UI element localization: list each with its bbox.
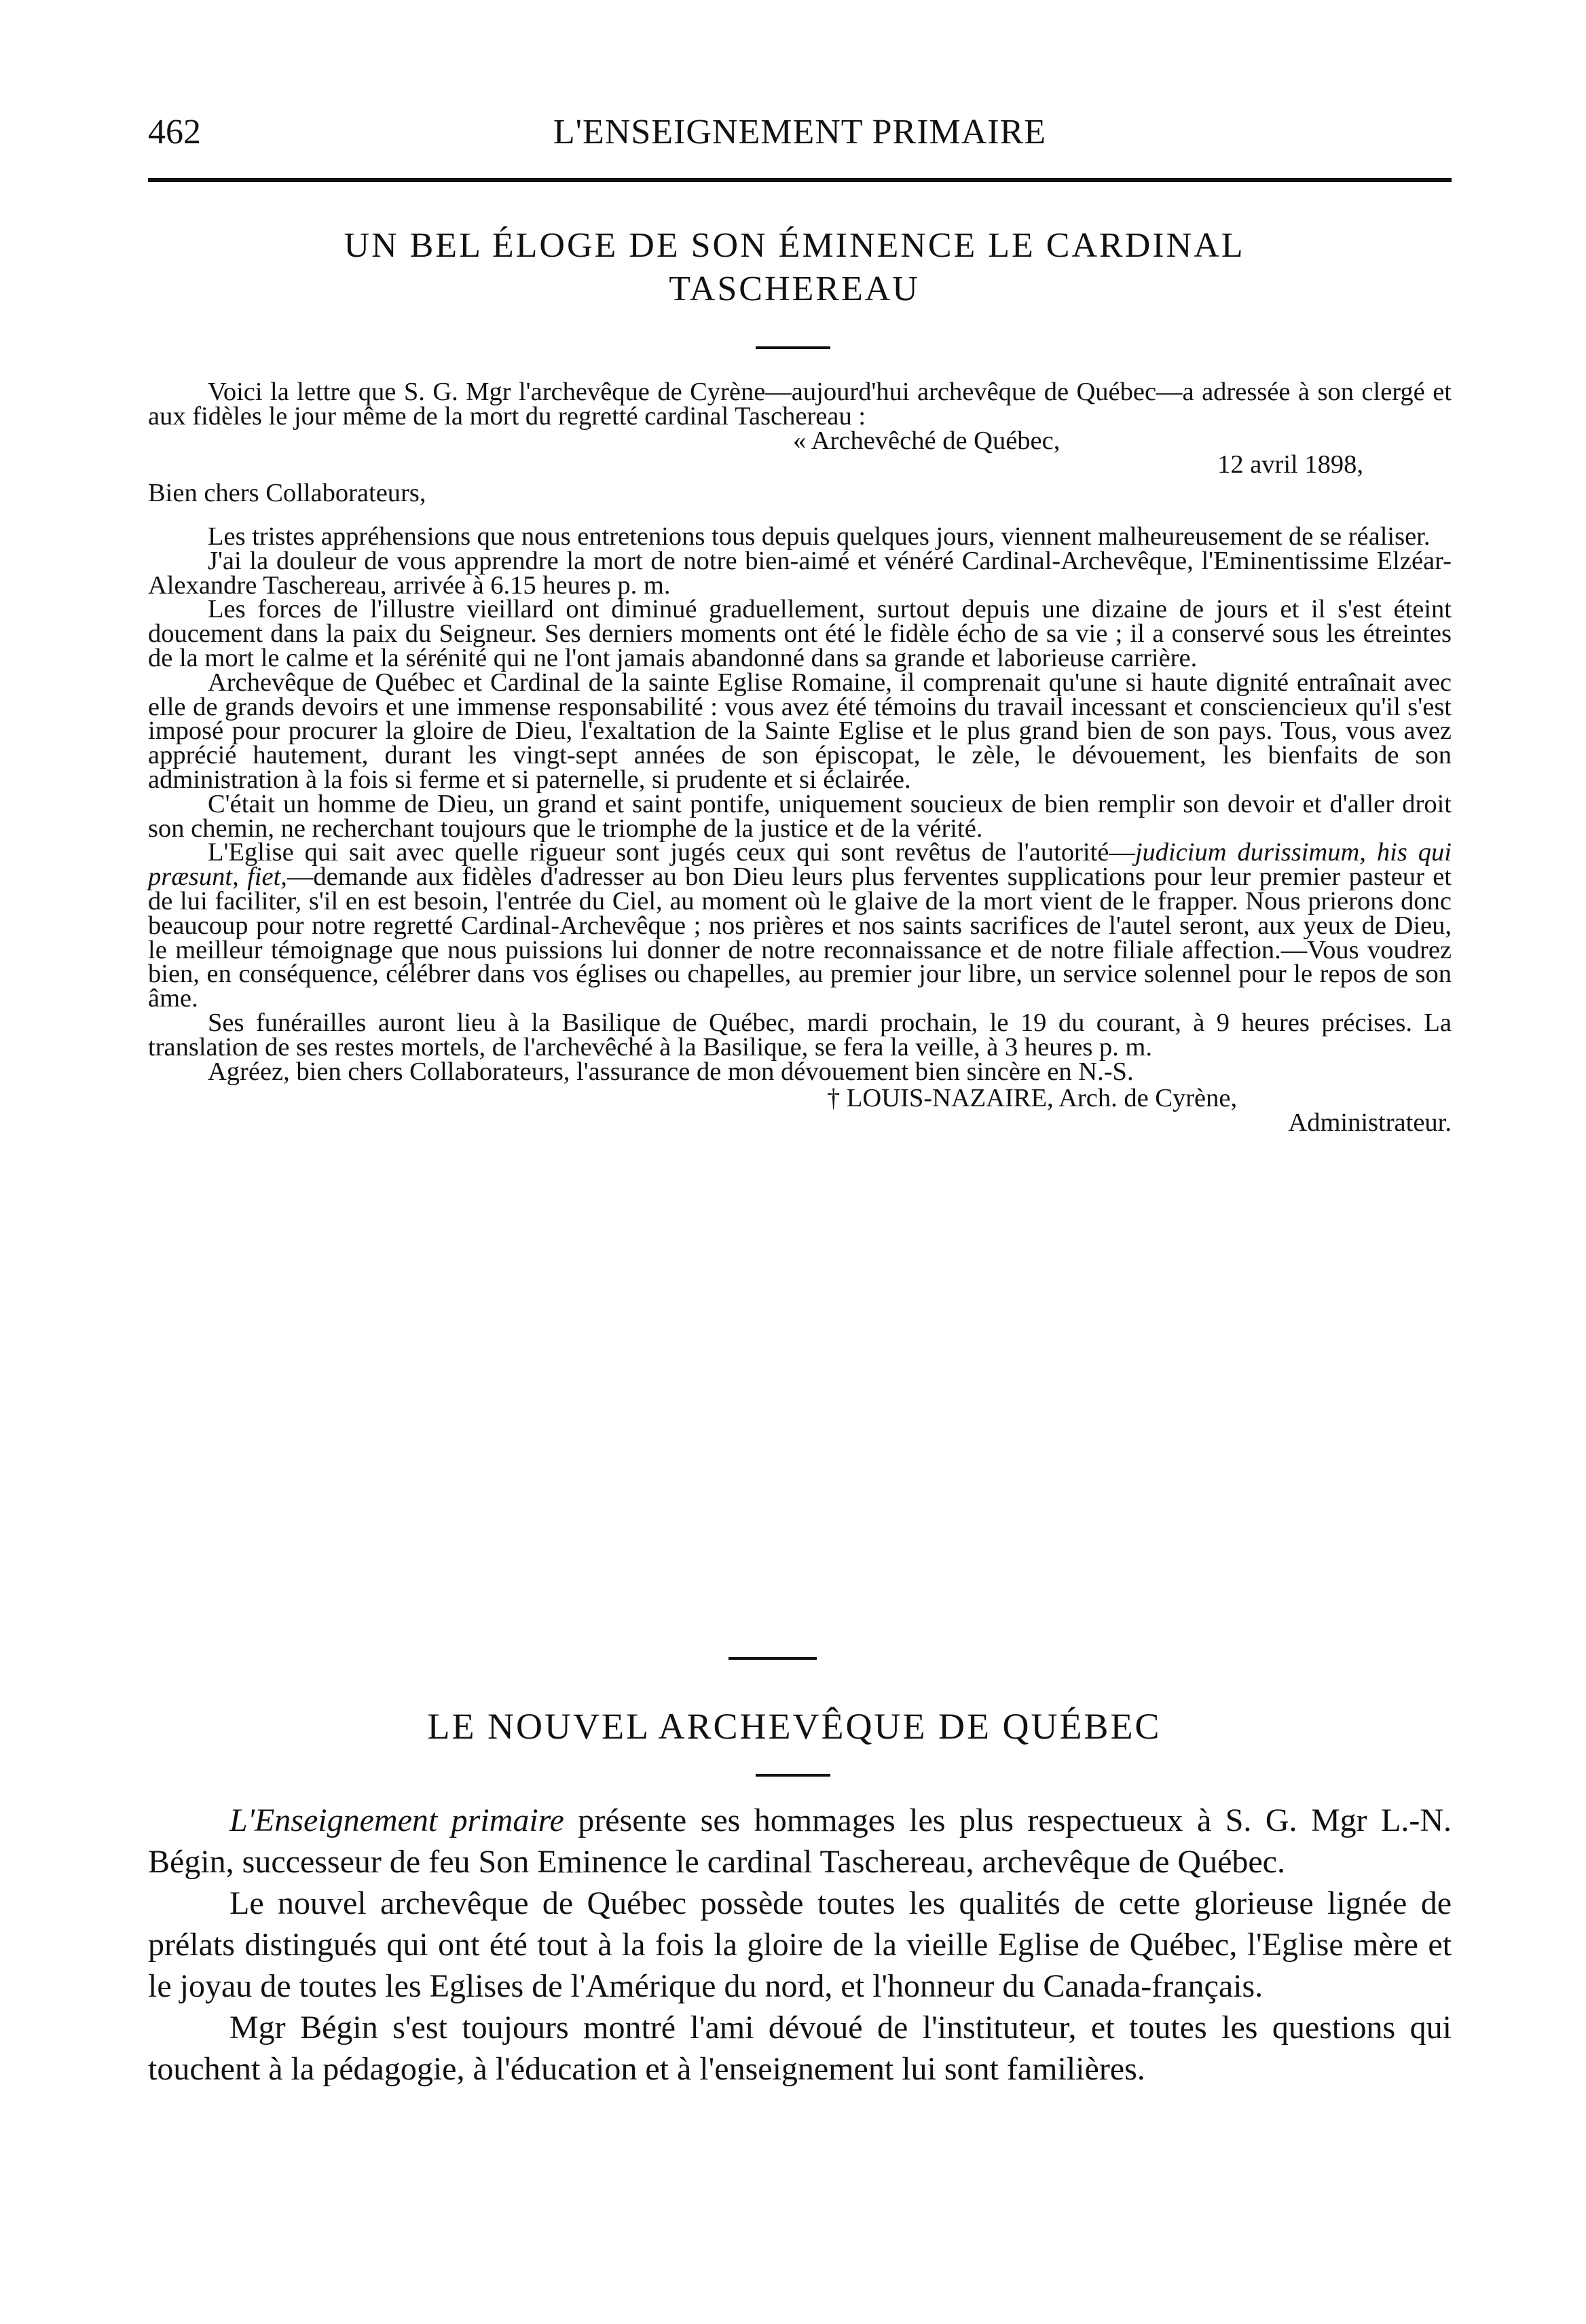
letter-paragraph: [148, 838, 1452, 1013]
article2-body: [148, 1800, 1452, 2090]
letter-paragraph: Ses funérailles auront lieu à la Basilique de Québec, mardi prochain, le 19 du courant, à 9 heures précises. La translation de ses restes mortels, de l'archevêché à la Basilique, se fera la veille, à 3 heures p. m.: [148, 1008, 1452, 1061]
letter-paragraph: Les tristes appréhensions que nous entretenions tous depuis quelques jours, viennent malheureusement de se réaliser.: [208, 522, 1431, 551]
letter-salutation: Bien chers Collaborateurs,: [148, 479, 426, 508]
section-divider: [729, 1657, 817, 1660]
letter-address: « Archevêché de Québec,: [793, 426, 1061, 455]
article2-paragraph: Mgr Bégin s'est toujours montré l'ami dévoué de l'instituteur, et toutes les questions qui touchent à la pédagogie, à l'éducation et à l'enseignement lui sont familières.: [148, 2010, 1452, 2087]
publication-name: L'Enseignement primaire: [229, 1802, 564, 1838]
letter-paragraph: Agréez, bien chers Collaborateurs, l'assurance de mon dévouement bien sincère en N.-S.: [208, 1057, 1134, 1086]
para-text: L'Eglise qui sait avec quelle rigueur sont jugés ceux qui sont revêtus de l'autorité—: [208, 838, 1135, 867]
latin-quote: judicium durissimum, his qui præsunt, fiet,: [148, 838, 1452, 892]
signature: † LOUIS-NAZAIRE, Arch. de Cyrène,: [827, 1084, 1238, 1113]
title-divider: [756, 1774, 830, 1777]
article2-title: LE NOUVEL ARCHEVÊQUE DE QUÉBEC: [427, 1706, 1162, 1747]
running-title: L'ENSEIGNEMENT PRIMAIRE: [553, 113, 1047, 151]
page-header: [148, 102, 1452, 163]
signature-title: Administrateur.: [1288, 1108, 1452, 1138]
article-title-line-2: TASCHEREAU: [669, 270, 920, 308]
article2-paragraph: [148, 1800, 1452, 1883]
article2-paragraph: Le nouvel archevêque de Québec possède toutes les qualités de cette glorieuse lignée de prélats distingués qui ont été tout à la fois la gloire de la vieille Eglise de Québec, l'Eglise mère et le joyau de toutes les Eglises de l'Amérique du nord, et l'honneur du Canada-français.: [148, 1885, 1452, 2004]
page-number: 462: [148, 113, 201, 151]
letter-paragraph: C'était un homme de Dieu, un grand et saint pontife, uniquement soucieux de bien remplir son devoir et d'aller droit son chemin, ne recherchant toujours que le triomphe de la justice et de la vérité.: [148, 789, 1452, 843]
letter-paragraph: Les forces de l'illustre vieillard ont diminué graduellement, surtout depuis une dizaine de jours et il s'est éteint doucement dans la paix du Seigneur. Ses derniers moments ont été le fidèle écho de sa vie ; il a conservé sous les étreintes de la mort le calme et la sérénité qui ne l'ont jamais abandonné dans sa grande et laborieuse carrière.: [148, 595, 1452, 672]
article-title-line-1: UN BEL ÉLOGE DE SON ÉMINENCE LE CARDINAL: [344, 226, 1245, 265]
letter-date: 12 avril 1898,: [1217, 450, 1363, 479]
header-rule: [148, 178, 1452, 182]
para-text: présente ses hommages les plus respectueux à S. G. Mgr L.-N. Bégin, successeur de feu Son Eminence le cardinal Taschereau, archevêque de Québec.: [148, 1802, 1452, 1880]
letter-paragraph: J'ai la douleur de vous apprendre la mort de notre bien-aimé et vénéré Cardinal-Archevêque, l'Eminentissime Elzéar-Alexandre Taschereau, arrivée à 6.15 heures p. m.: [148, 546, 1452, 600]
title-divider: [756, 346, 830, 349]
para-text: —demande aux fidèles d'adresser au bon Dieu leurs plus ferventes supplications pour leur premier pasteur et de lui faciliter, s'il en est besoin, l'entrée du Ciel, au moment où le glaive de la mort vient de le frapper. Nous prierons donc beaucoup pour notre regretté Cardinal-Archevêque ; nos prières et nos saints sacrifices de l'autel seront, aux yeux de Dieu, le meilleur témoignage que nous puissions lui donner de notre reconnaissance et de notre filiale affection.—Vous voudrez bien, en conséquence, célébrer dans vos églises ou chapelles, au premier jour libre, un service solennel pour le repos de son âme.: [148, 863, 1452, 1013]
letter-paragraph: Archevêque de Québec et Cardinal de la sainte Eglise Romaine, il comprenait qu'une si haute dignité entraînait avec elle de grands devoirs et une immense responsabilité : vous avez été témoins du travail incessant et consciencieux qu'il s'est imposé pour procurer la gloire de Dieu, l'exaltation de la Sainte Eglise et le plus grand bien de son pays. Tous, vous avez apprécié hautement, durant les vingt-sept années de son épiscopat, le zèle, le dévouement, les bienfaits de son administration à la fois si ferme et si paternelle, si prudente et si éclairée.: [148, 668, 1452, 794]
intro-paragraph: Voici la lettre que S. G. Mgr l'archevêque de Cyrène—aujourd'hui archevêque de Québec—a adressée à son clergé et aux fidèles le jour même de la mort du regretté cardinal Taschereau :: [148, 378, 1452, 431]
letter-body: [148, 380, 1452, 1136]
